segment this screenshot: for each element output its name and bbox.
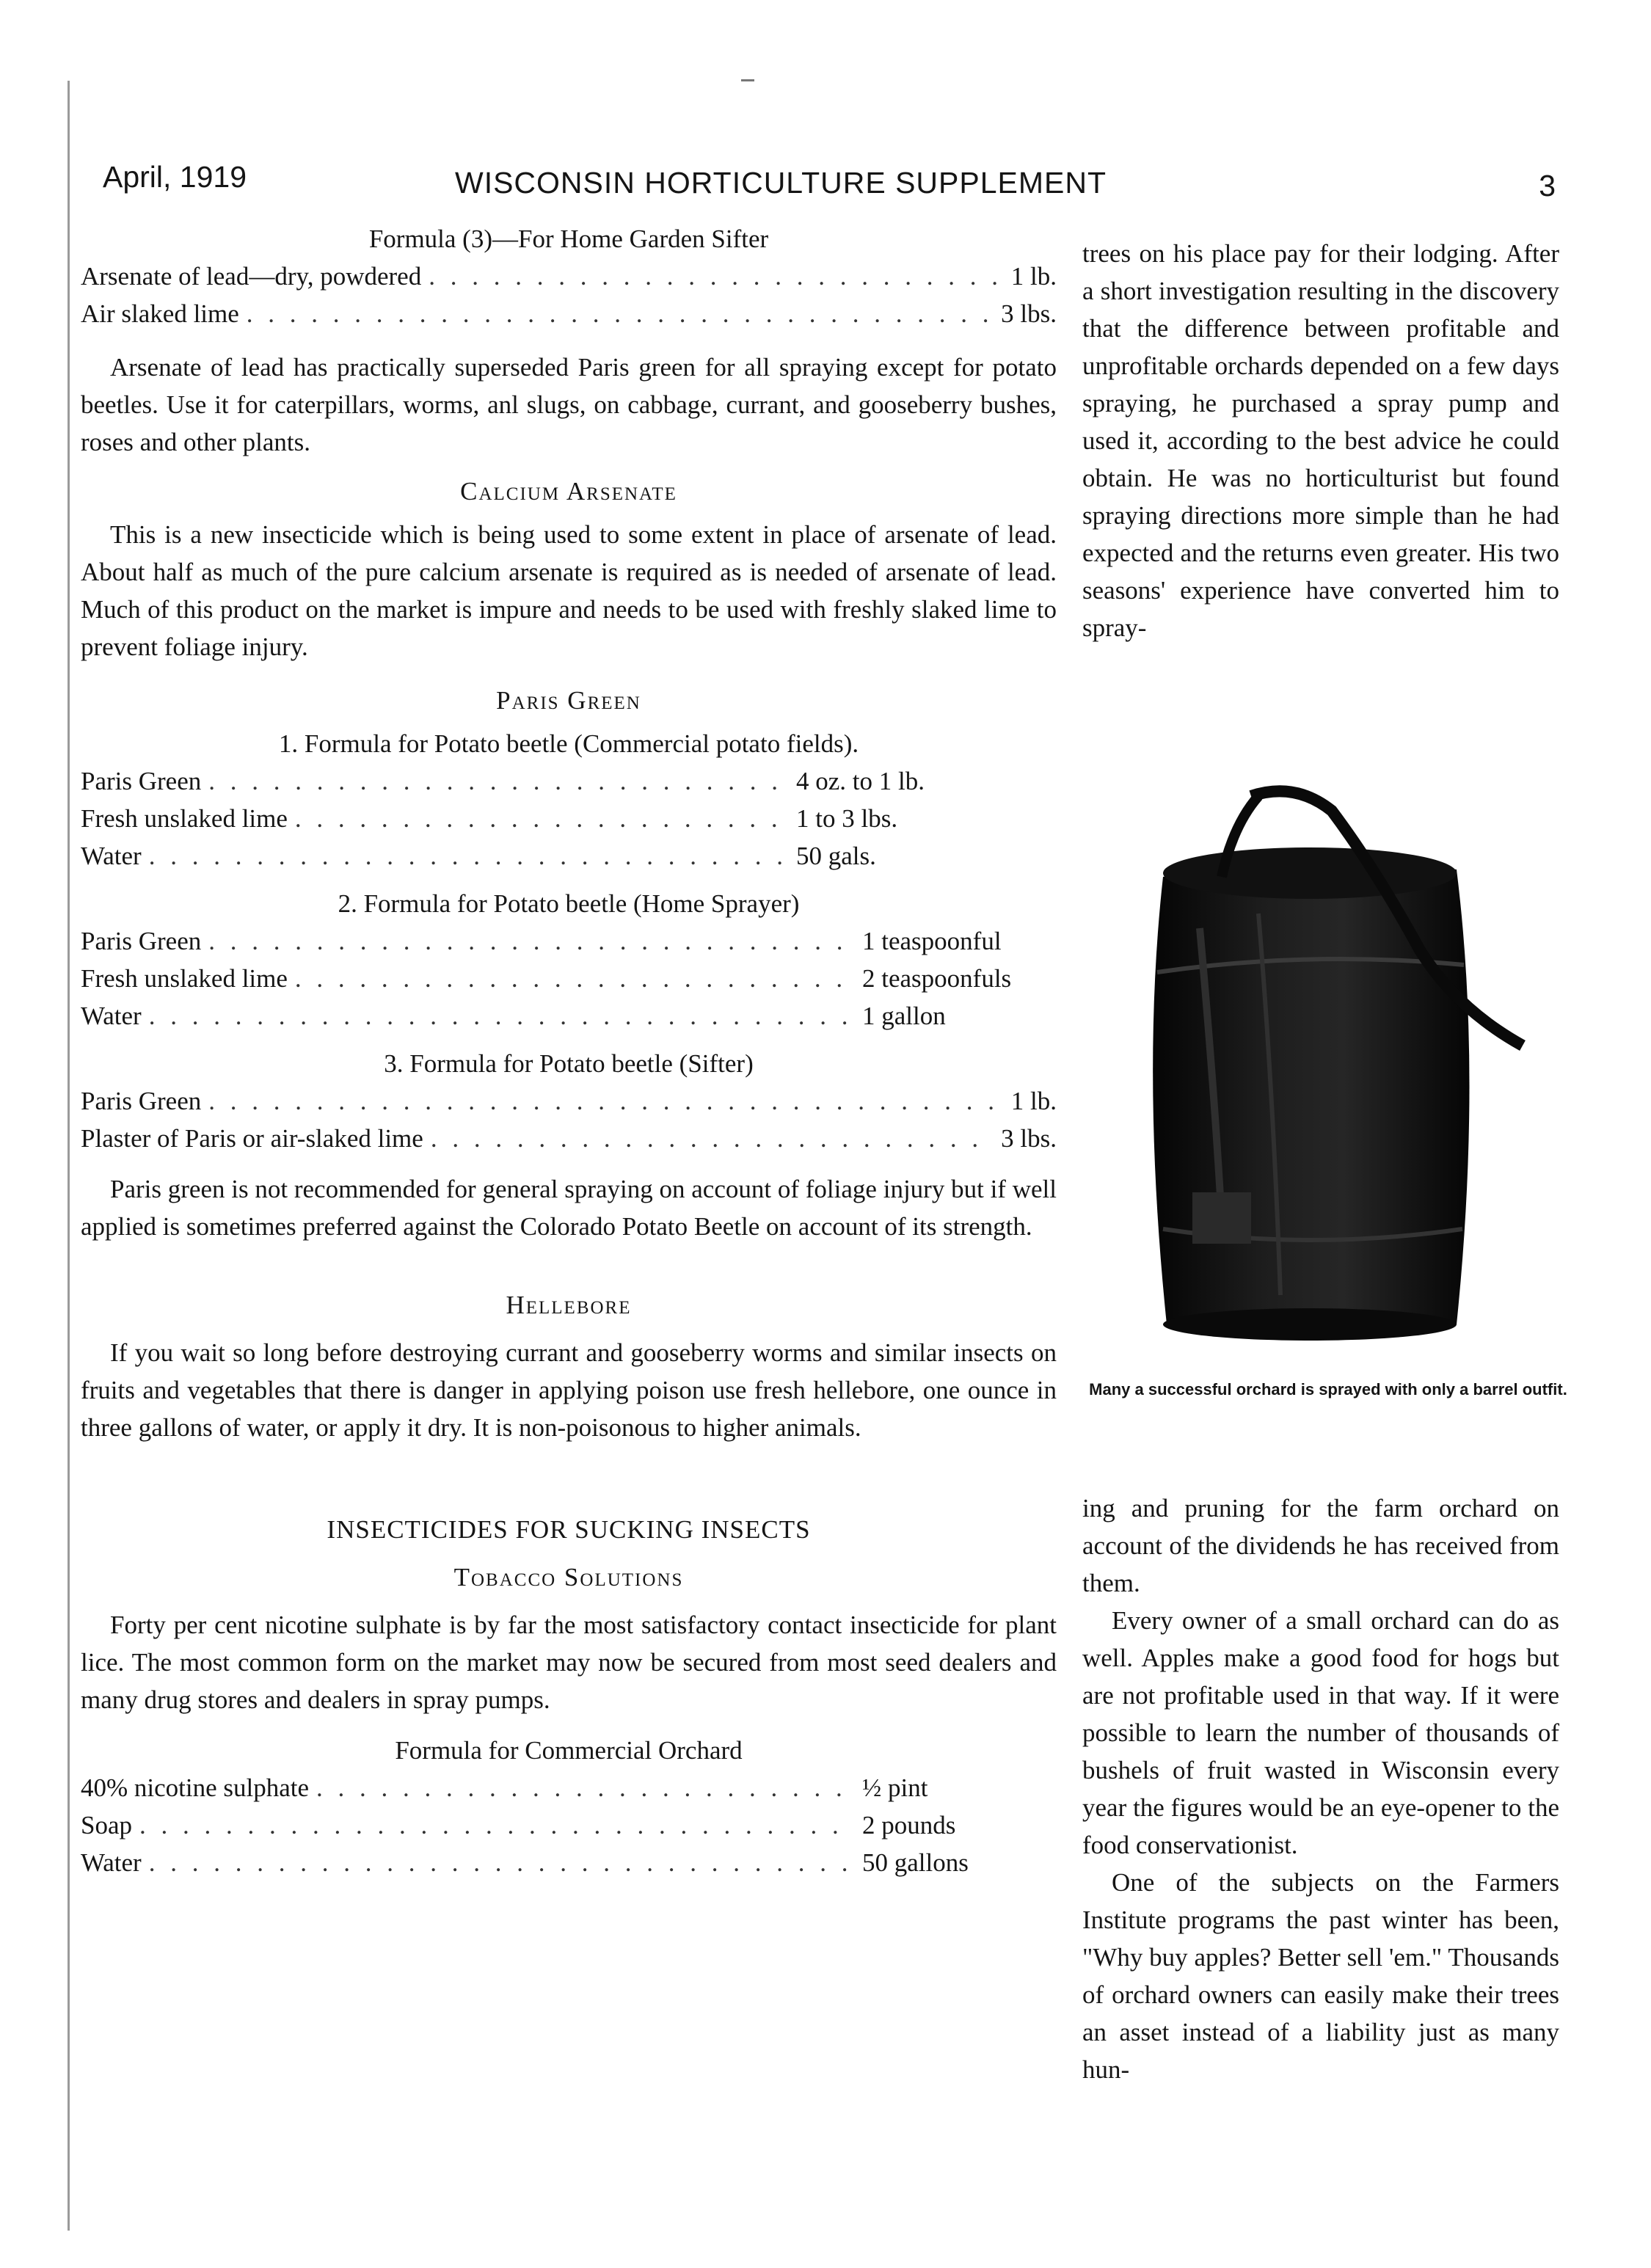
leader-dots: [149, 1844, 855, 1881]
right-paragraph-2: ing and pruning for the farm orchard on account of the dividends he has received from them.: [1082, 1494, 1559, 1597]
photo-caption: Many a successful orchard is sprayed with only a barrel outfit.: [1089, 1380, 1567, 1399]
quantity: 1 lb.: [1010, 262, 1057, 291]
ingredient: Fresh unslaked lime: [81, 804, 288, 833]
formula-row: [81, 295, 1057, 332]
quantity: 1 gallon: [862, 1002, 946, 1030]
right-paragraph-1: trees on his place pay for their lodging. After a short investigation resulting in the discovery that the difference between profitable and unprofitable orchards depended on a few days spraying, he purchased a spray pump and used it, according to the best advice he could obtain. He was no horticulturist but found spraying directions more simple than he had expected and the returns even greater. His two seasons' experience have converted him to spray-: [1082, 239, 1559, 642]
header-date: April, 1919: [103, 160, 247, 194]
spray-barrel-photo: [1112, 781, 1545, 1354]
formula-title: 1. Formula for Potato beetle (Commercial potato fields).: [278, 729, 859, 758]
ingredient: Soap: [81, 1811, 132, 1839]
quantity: 3 lbs.: [1001, 1124, 1057, 1153]
formula-title: 3. Formula for Potato beetle (Sifter): [384, 1049, 754, 1078]
orchard-formula-title: Formula for Commercial Orchard: [395, 1736, 743, 1765]
ingredient: 40% nicotine sulphate: [81, 1773, 310, 1802]
formula-row: [81, 1806, 1057, 1844]
page-number: 3: [1539, 169, 1556, 203]
paris-green-note: Paris green is not recommended for general spraying on account of foliage injury but if well applied is sometimes preferred against the Colorado Potato Beetle on account of its strength.: [81, 1175, 1057, 1241]
sucking-insects-heading: INSECTICIDES FOR SUCKING INSECTS: [327, 1515, 811, 1544]
quantity: 4 oz. to 1 lb.: [796, 767, 925, 795]
calcium-paragraph: This is a new insecticide which is being used to some extent in place of arsenate of lead. About half as much of the pure calcium arsenate is required as is needed of arsenate of lead. Much of this product on the market is impure and needs to be used with freshly slaked lime to prevent foliage injury.: [81, 520, 1057, 661]
quantity: ½ pint: [862, 1773, 928, 1802]
header-title: WISCONSIN HORTICULTURE SUPPLEMENT: [455, 166, 1107, 200]
formula-row: [81, 258, 1057, 295]
right-paragraph-4: One of the subjects on the Farmers Institute programs the past winter has been, "Why buy apples? Better sell 'em." Thousands of orchard owners can easily make their trees an asset instead of a liability just as many hun-: [1082, 1868, 1559, 2084]
formula-row: [81, 922, 1057, 960]
leader-dots: [149, 997, 855, 1035]
right-column-lower: [1082, 1489, 1559, 2088]
right-column: [1082, 235, 1559, 646]
ingredient: Paris Green: [81, 927, 202, 955]
ingredient: Plaster of Paris or air-slaked lime: [81, 1124, 423, 1153]
formula-row: [81, 837, 991, 875]
ingredient: Paris Green: [81, 1087, 202, 1115]
leader-dots: [208, 1082, 1004, 1120]
leader-dots: [247, 295, 994, 332]
formula3-heading: Formula (3)—For Home Garden Sifter: [368, 225, 769, 253]
leader-dots: [295, 960, 855, 997]
tobacco-paragraph: Forty per cent nicotine sulphate is by far the most satisfactory contact insecticide for plant lice. The most common form on the market may now be secured from most seed dealers and many drug stores and dealers in spray pumps.: [81, 1611, 1057, 1714]
formula-row: [81, 1120, 1057, 1157]
ingredient: Air slaked lime: [81, 299, 239, 328]
ingredient: Water: [81, 842, 142, 870]
quantity: 1 lb.: [1010, 1087, 1057, 1115]
formula-row: [81, 800, 991, 837]
ingredient: Paris Green: [81, 767, 202, 795]
leader-dots: [208, 762, 789, 800]
formula-row: [81, 762, 991, 800]
quantity: 50 gals.: [796, 842, 876, 870]
ingredient: Water: [81, 1848, 142, 1877]
left-column: [81, 220, 1057, 1881]
leader-dots: [139, 1806, 855, 1844]
formula-row: [81, 960, 1057, 997]
hellebore-heading: Hellebore: [506, 1291, 632, 1319]
leader-dots: [208, 922, 855, 960]
formula-row: [81, 1844, 1057, 1881]
quantity: 3 lbs.: [1001, 299, 1057, 328]
quantity: 2 teaspoonfuls: [862, 964, 1012, 993]
leader-dots: [295, 800, 789, 837]
quantity: 1 to 3 lbs.: [796, 804, 898, 833]
formula-row: [81, 997, 1057, 1035]
leader-dots: [431, 1120, 994, 1157]
leader-dots: [149, 837, 789, 875]
ingredient: Arsenate of lead—dry, powdered: [81, 262, 422, 291]
quantity: 2 pounds: [862, 1811, 956, 1839]
calcium-heading: Calcium Arsenate: [460, 477, 677, 506]
running-header: [103, 160, 1556, 211]
right-paragraph-3: Every owner of a small orchard can do as well. Apples make a good food for hogs but are not profitable used in that way. If it were possible to learn the number of thousands of bushels of fruit wasted in Wisconsin every year the figures would be an eye-opener to the food conservationist.: [1082, 1606, 1559, 1859]
formula-row: [81, 1769, 1057, 1806]
scan-mark: [741, 79, 754, 81]
paris-green-heading: Paris Green: [496, 686, 641, 715]
formula-title: 2. Formula for Potato beetle (Home Sprayer): [338, 889, 800, 918]
quantity: 1 teaspoonful: [862, 927, 1002, 955]
ingredient: Water: [81, 1002, 142, 1030]
arsenate-paragraph: Arsenate of lead has practically superseded Paris green for all spraying except for potato beetles. Use it for caterpillars, worms, anl slugs, on cabbage, currant, and gooseberry bushes, roses and other plants.: [81, 353, 1057, 456]
margin-rule: [68, 81, 70, 2231]
leader-dots: [316, 1769, 855, 1806]
leader-dots: [429, 258, 1004, 295]
hellebore-paragraph: If you wait so long before destroying currant and gooseberry worms and similar insects on fruits and vegetables that there is danger in applying poison use fresh hellebore, one ounce in three gallons of water, or apply it dry. It is non-poisonous to higher animals.: [81, 1338, 1057, 1442]
formula-row: [81, 1082, 1057, 1120]
tobacco-heading: Tobacco Solutions: [453, 1563, 684, 1591]
ingredient: Fresh unslaked lime: [81, 964, 288, 993]
quantity: 50 gallons: [862, 1848, 969, 1877]
